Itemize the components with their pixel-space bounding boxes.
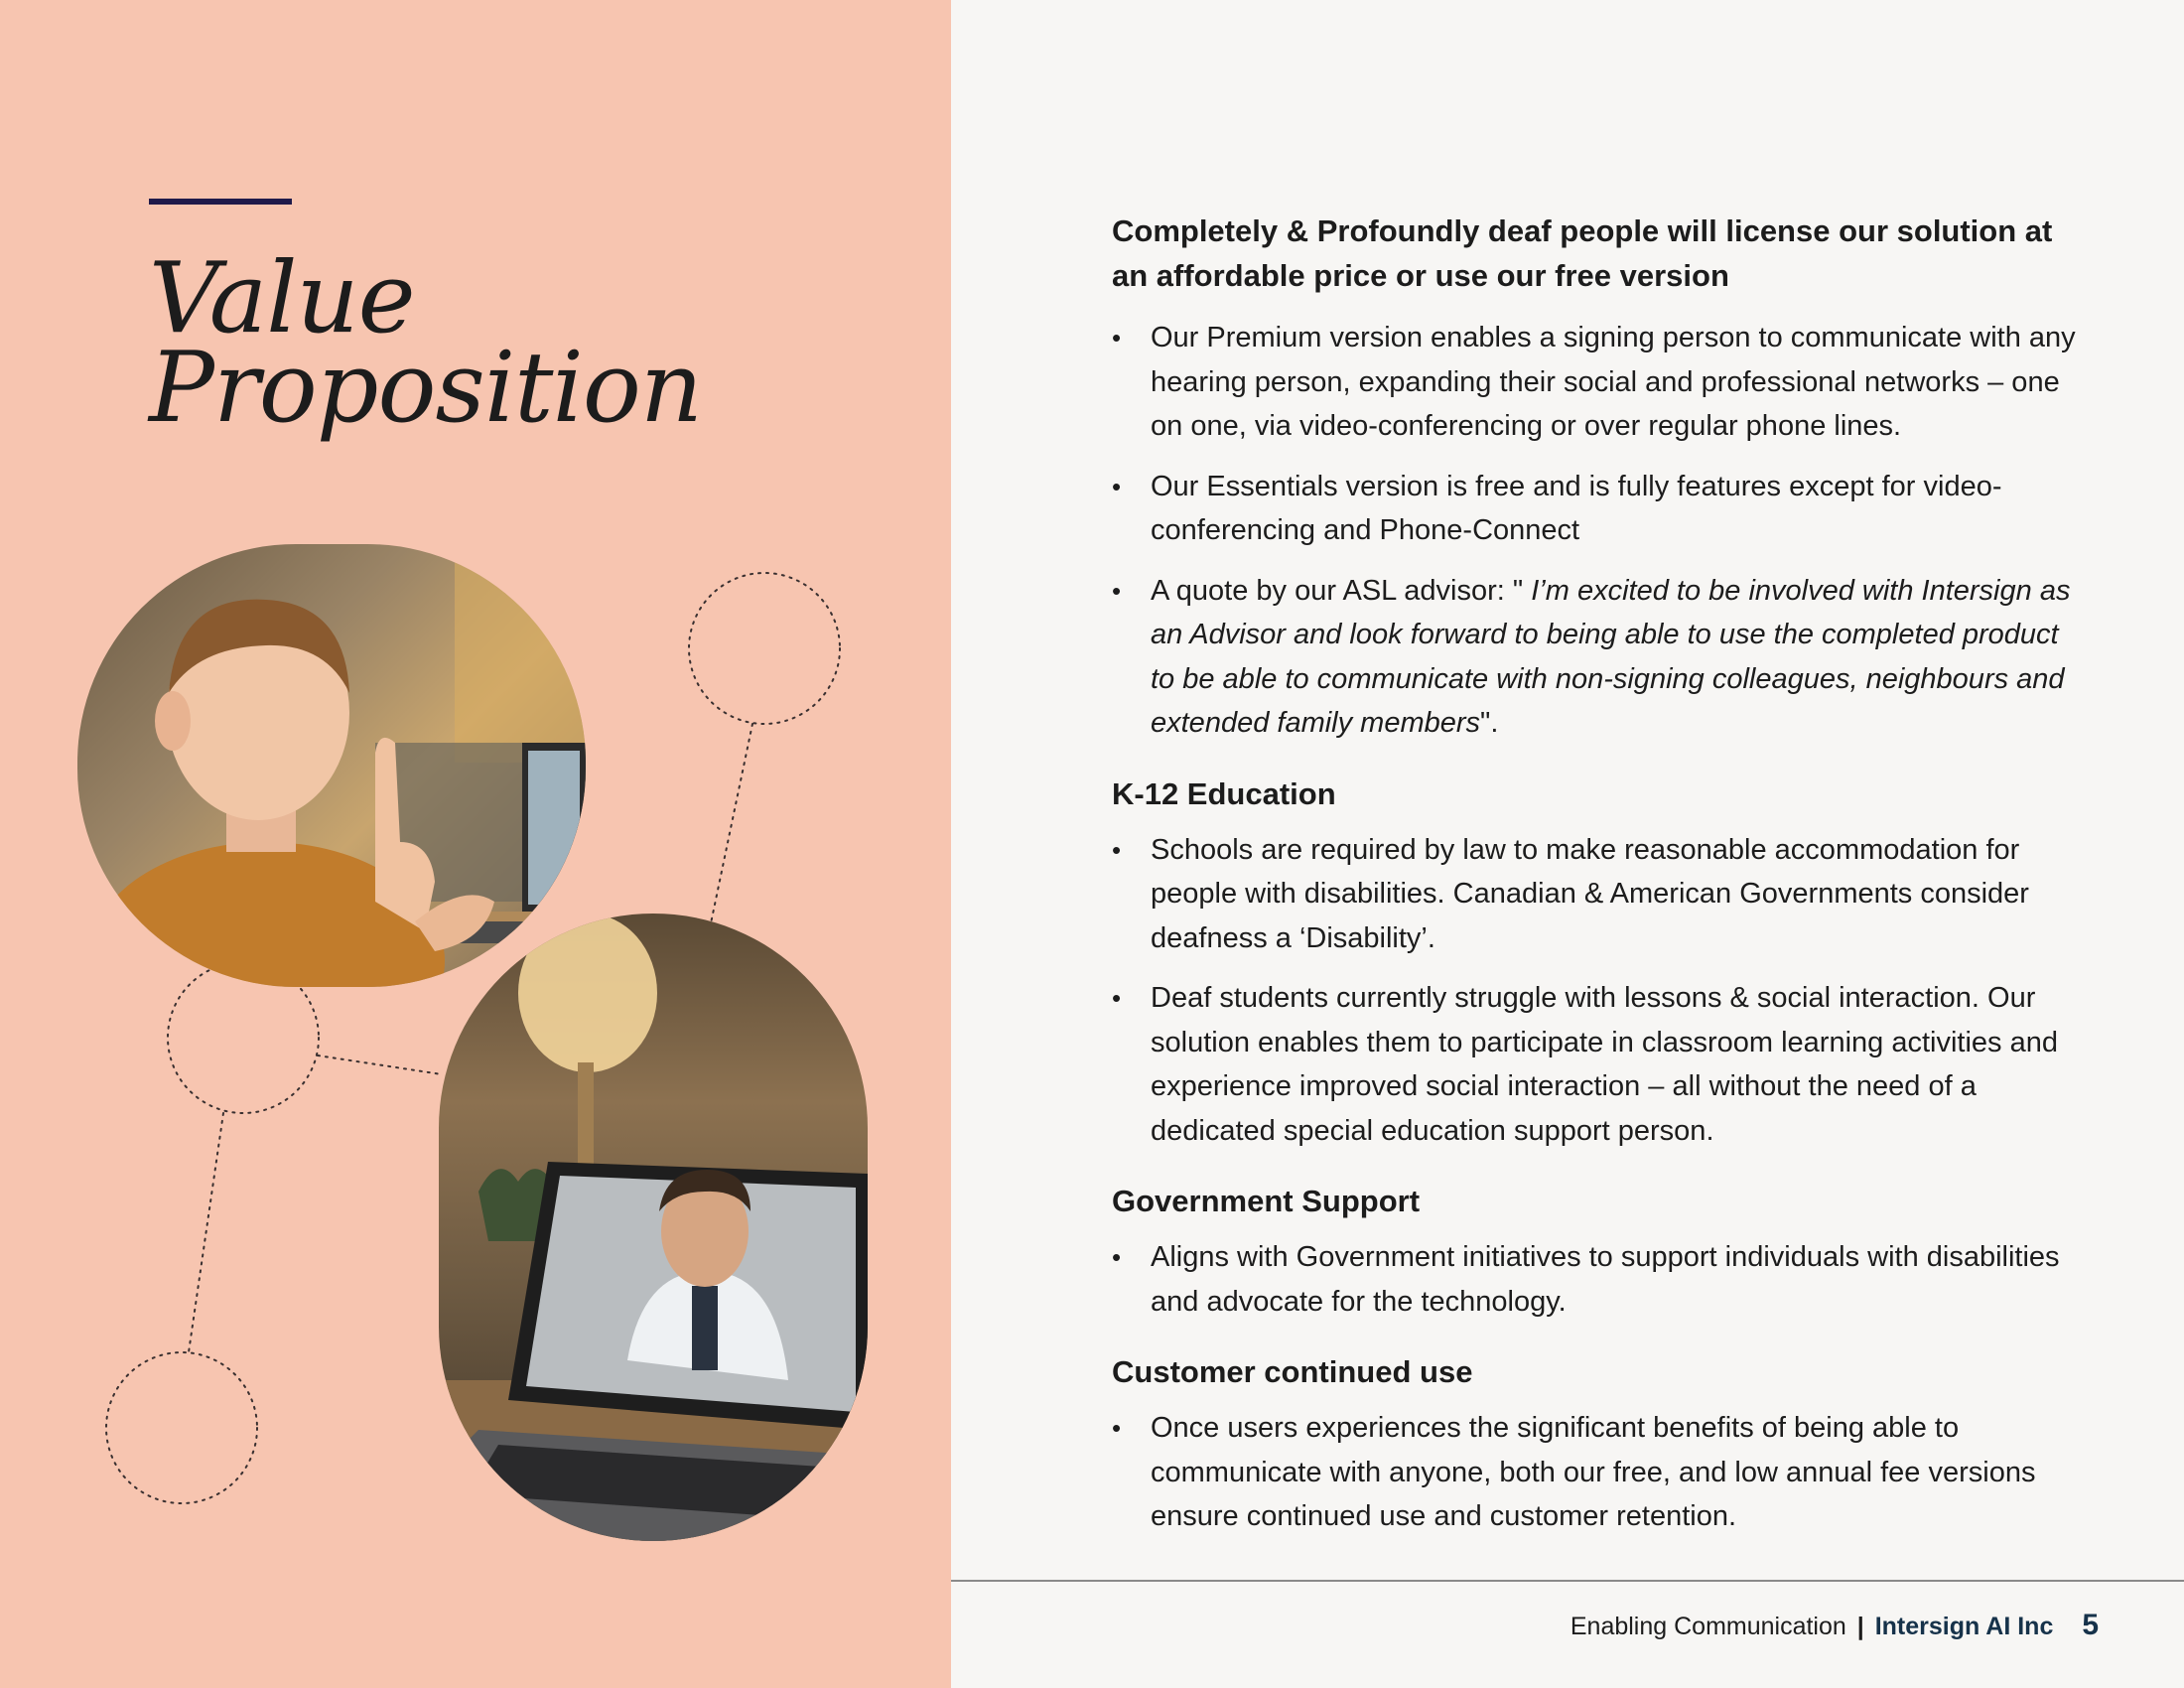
title-line-1: Value (149, 242, 415, 355)
dotted-line-middle (318, 1055, 442, 1074)
dotted-circle-bottom-left (106, 1352, 257, 1503)
list-item: • Once users experiences the significant benefits of being able to communicate with anyone, both our free, and low annual fee versions ensure continued use and customer retention. (1112, 1406, 2085, 1539)
quote-prefix: A quote by our ASL advisor: " (1151, 574, 1532, 607)
section-heading-customer-continued-use: Customer continued use (1112, 1354, 1473, 1389)
footer-separator: | (1856, 1613, 1864, 1640)
content-column (1112, 209, 2085, 1555)
page-footer (1570, 1609, 2099, 1643)
lead-statement: Completely & Profoundly deaf people will license our solution at an affordable price or use our free version (1112, 213, 2053, 293)
advisor-quote-item (1112, 569, 2085, 746)
dotted-line-top (711, 724, 752, 923)
lead-bullet-list (1112, 316, 2085, 746)
section-heading-government-support: Government Support (1112, 1184, 1421, 1218)
dotted-circle-top-right (689, 573, 840, 724)
list-item: • Our Essentials version is free and is fully features except for video-conferencing and Phone-Connect (1112, 465, 2085, 553)
footer-divider (951, 1580, 2184, 1582)
section-heading-k12-education: K-12 Education (1112, 775, 1336, 811)
footer-tagline: Enabling Communication (1570, 1613, 1846, 1640)
list-item: • Deaf students currently struggle with lessons & social interaction. Our solution enables them to participate in classroom learning activities and experience improved social interaction – all without the need of a dedicated special education support person. (1112, 976, 2085, 1153)
government-bullet-list (1112, 1235, 2085, 1324)
laptop-video-call-illustration (439, 914, 868, 1541)
k12-bullet-list (1112, 828, 2085, 1154)
list-item: • Aligns with Government initiatives to support individuals with disabilities and advocate for the technology. (1112, 1235, 2085, 1324)
title-line-2: Proposition (149, 332, 702, 445)
video-call-doctor-photo (439, 914, 868, 1541)
list-item: • Schools are required by law to make reasonable accommodation for people with disabilities. Canadian & American Governments consider deafness a ‘Disability’. (1112, 828, 2085, 961)
page-number: 5 (2082, 1609, 2099, 1641)
list-item: • Our Premium version enables a signing person to communicate with any hearing person, expanding their social and professional networks – one on one, via video-conferencing or over regular phone lines. (1112, 316, 2085, 449)
dotted-line-bottom (189, 1113, 223, 1352)
customer-bullet-list (1112, 1406, 2085, 1539)
quote-suffix: ". (1480, 707, 1499, 739)
advisor-quote: I’m excited to be involved with Intersign as an Advisor and look forward to being able to use the completed product to be able to communicate with non-signing colleagues, neighbours and extended family members (1151, 574, 2071, 739)
footer-company-name: Intersign AI Inc (1874, 1613, 2054, 1640)
